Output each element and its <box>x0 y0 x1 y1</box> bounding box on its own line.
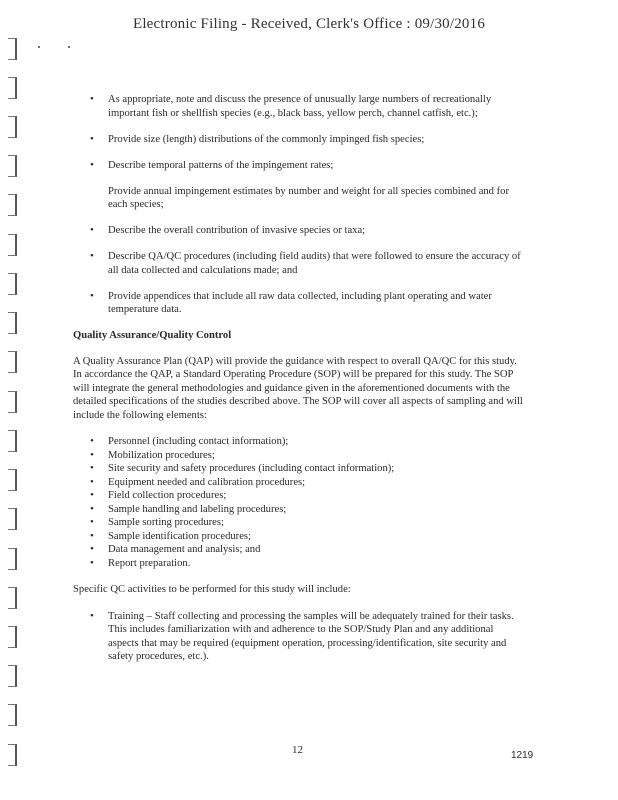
binder-mark <box>8 508 17 530</box>
list-item: • Report preparation. <box>73 557 523 571</box>
binder-mark <box>8 312 17 334</box>
list-item: • Sample identification procedures; <box>73 530 523 544</box>
filing-stamp: Electronic Filing - Received, Clerk's Office : 09/30/2016 <box>132 16 486 32</box>
list-item: • Provide appendices that include all raw data collected, including plant operating and water temperature data. <box>73 290 523 317</box>
bates-number: 1219 <box>511 750 534 761</box>
list-item: • Sample handling and labeling procedures; <box>73 503 523 517</box>
binder-mark <box>8 155 17 177</box>
scan-speck <box>38 46 40 48</box>
binder-mark <box>8 548 17 570</box>
binder-mark <box>8 744 17 766</box>
qaqc-paragraph: A Quality Assurance Plan (QAP) will provide the guidance with respect to overall QA/QC for this study. In accordance the QAP, a Standard Operating Procedure (SOP) will be prepared for this study. The SOP will integrate the general methodologies and guidance given in the aforementioned documents with the detailed specifications of the studies described above. The SOP will cover all aspects of sampling and will include the following elements: <box>73 355 523 421</box>
binder-mark <box>8 587 17 609</box>
section-heading: Quality Assurance/Quality Control <box>73 330 232 341</box>
list-item: • Equipment needed and calibration procedures; <box>73 476 523 490</box>
list-item: • Data management and analysis; and <box>73 543 523 557</box>
binder-mark <box>8 351 17 373</box>
list-item: • Mobilization procedures; <box>73 449 523 463</box>
qc-activities-list <box>73 610 523 664</box>
scan-speck <box>68 46 70 48</box>
binder-mark <box>8 38 17 60</box>
list-item: • Describe temporal patterns of the impingement rates; <box>73 159 523 173</box>
list-item: • Provide size (length) distributions of the commonly impinged fish species; <box>73 133 523 147</box>
list-item: • Describe QA/QC procedures (including field audits) that were followed to ensure the accuracy of all data collected and calculations made; and <box>73 250 523 277</box>
binder-mark <box>8 194 17 216</box>
binder-mark <box>8 273 17 295</box>
list-item: • Personnel (including contact information); <box>73 435 523 449</box>
reporting-bullet-list <box>73 93 523 317</box>
list-item: • As appropriate, note and discuss the presence of unusually large numbers of recreationally important fish or shellfish species (e.g., black bass, yellow perch, channel catfish, etc.); <box>73 93 523 120</box>
binder-mark <box>8 626 17 648</box>
binder-mark <box>8 391 17 413</box>
binder-mark <box>8 77 17 99</box>
document-body <box>73 93 523 676</box>
list-item: • Sample sorting procedures; <box>73 516 523 530</box>
list-item: • Site security and safety procedures (including contact information); <box>73 462 523 476</box>
sop-elements-list <box>73 435 523 570</box>
list-item: • Field collection procedures; <box>73 489 523 503</box>
binder-mark <box>8 665 17 687</box>
binder-mark <box>8 704 17 726</box>
binder-mark <box>8 469 17 491</box>
qc-intro: Specific QC activities to be performed for this study will include: <box>73 584 351 595</box>
list-item: Provide annual impingement estimates by number and weight for all species combined and for each species; <box>108 185 509 210</box>
binder-mark <box>8 234 17 256</box>
binder-mark <box>8 116 17 138</box>
list-item: • Describe the overall contribution of invasive species or taxa; <box>73 224 523 238</box>
page-number: 12 <box>292 744 303 756</box>
list-item: • Training – Staff collecting and processing the samples will be adequately trained for their tasks. This includes familiarization with and adherence to the SOP/Study Plan and any additional aspects that may be required (equipment operation, processing/identification, site security and safety procedures, etc.). <box>73 610 523 664</box>
binder-mark <box>8 430 17 452</box>
